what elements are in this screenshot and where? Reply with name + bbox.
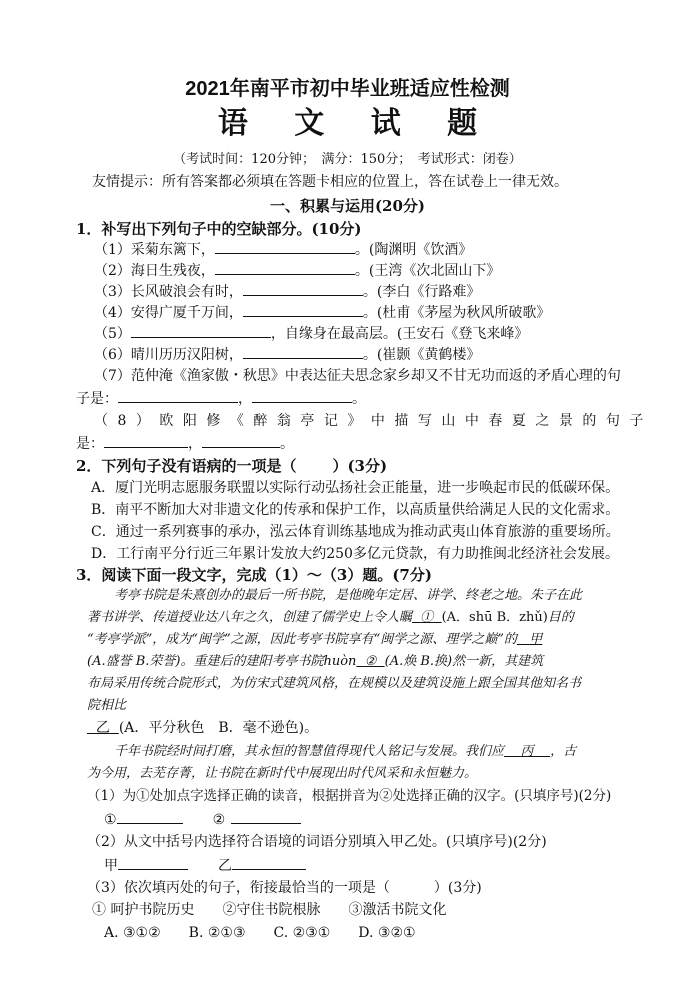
blank-2: ②: [364, 654, 377, 669]
terminator: 。: [352, 391, 366, 407]
answer-blank[interactable]: [118, 388, 238, 403]
section-title: 一、积累与运用(20分): [269, 197, 426, 215]
q1-item-7-line1: （7）范仲淹《渔家傲・秋思》中表达征夫思念家乡却又不甘无功而返的矛盾心理的句: [94, 368, 621, 384]
q2-score: ）(3分): [332, 457, 388, 475]
passage-text: ，古: [550, 744, 577, 759]
item-prefix: 海日生残夜，: [130, 263, 215, 279]
item-prefix: 是：: [76, 436, 104, 452]
answer-blank[interactable]: [243, 344, 363, 359]
blank-1: ①: [420, 610, 434, 625]
idiom-options: (A．平分秋色 B．毫不逊色)。: [118, 720, 319, 736]
separator: ，: [238, 391, 252, 407]
question-2-head: [76, 456, 387, 476]
item-suffix: 。(崔颢《黄鹤楼》: [362, 347, 481, 363]
answer-label: 甲: [104, 858, 118, 874]
answer-blank[interactable]: [104, 433, 188, 448]
answer-blank[interactable]: [252, 388, 352, 403]
passage-line-7: [87, 718, 318, 738]
passage-text: (A.盛誉 B.荣誉)。重建后的建阳考亭书院huòn: [87, 654, 357, 669]
item-prefix: 安得广厦千万间，: [130, 305, 243, 321]
q3-sub-3-score: ）(3分): [433, 880, 482, 896]
answer-blank[interactable]: [232, 855, 306, 870]
item-suffix: 。(王湾《次北固山下》: [354, 263, 501, 279]
passage-line-8: [114, 741, 576, 763]
q3-sub-3-items: ① 呵护书院历史 ②守住书院根脉 ③激活书院文化: [92, 902, 447, 918]
q1-item-1: [94, 239, 472, 260]
friendly-hint: 友情提示：所有答案都必须填在答题卡相应的位置上，答在试卷上一律无效。: [92, 174, 568, 190]
item-suffix: 。(李白《行路难》: [362, 284, 481, 300]
item-prefix: 采菊东篱下，: [130, 242, 215, 258]
item-number: （2）: [94, 263, 131, 279]
answer-label: 乙: [218, 858, 232, 874]
q3-sub-1: （1）为①处加点字选择正确的读音，根据拼音为②处选择正确的汉字。(只填序号)(2分): [87, 788, 612, 804]
passage-line-9: 为今用，去芜存菁，让书院在新时代中展现出时代风采和永恒魅力。: [87, 766, 478, 781]
q1-item-4: [94, 302, 550, 323]
item-number: （5）: [94, 326, 131, 342]
separator: ，: [188, 436, 202, 452]
pinyin-options: (A．shū B．zhǔ): [441, 610, 548, 625]
passage-line-5: 布局采用传统合院形式，为仿宋式建筑风格，在规模以及建筑设施上跟全国其他知名书: [87, 676, 582, 691]
q2-option-d: D．工行南平分行近三年累计发放大约250多亿元贷款，有力助推闽北经济社会发展。: [91, 546, 619, 562]
item-number: （3）: [94, 284, 131, 300]
passage-line-3: [87, 629, 542, 651]
blank-yi: 乙: [95, 720, 110, 736]
blank-bing: 丙: [520, 744, 534, 759]
q3-sub-2: （2）从文中括号内选择符合语境的词语分别填入甲乙处。(只填序号)(2分): [87, 834, 547, 850]
q3-sub-3: [87, 878, 482, 898]
item-suffix: 。(陶渊明《饮酒》: [354, 242, 473, 258]
passage-line-4: [87, 651, 543, 673]
question-3-head: 3．阅读下面一段文字，完成（1）～（3）题。(7分): [76, 566, 432, 584]
passage-line-1: 考亭书院是朱熹创办的最后一所书院，是他晚年定居、讲学、终老之地。朱子在此: [114, 588, 583, 603]
item-prefix: 晴川历历汉阳树，: [130, 347, 243, 363]
passage-text: 著书讲学、传道授业达八年之久，创建了儒学史上令人瞩: [87, 610, 413, 625]
passage-text: 目的: [547, 610, 574, 625]
q1-item-6: [94, 344, 480, 365]
blank-jia: 甲: [529, 632, 543, 647]
q2-option-a: A．厦门光明志愿服务联盟以实际行动弘扬社会正能量，进一步唤起市民的低碳环保。: [91, 480, 620, 496]
q3-sub-2-answers: [104, 855, 306, 876]
passage-line-2: [87, 607, 574, 629]
q1-item-3: [94, 281, 480, 302]
answer-blank[interactable]: [243, 281, 363, 296]
answer-label: ②: [212, 812, 226, 828]
answer-blank[interactable]: [117, 809, 183, 824]
q3-sub-1-answers: [104, 809, 301, 830]
passage-text: 千年书院经时间打磨，其永恒的智慧值得现代人铭记与发展。我们应: [114, 744, 505, 759]
exam-info: （考试时间：120分钟； 满分：150分； 考试形式：闭卷）: [173, 152, 522, 167]
q1-item-8-line1: （8）欧阳修《醉翁亭记》中描写山中春夏之景的句子: [94, 413, 653, 429]
passage-text: (A.焕 B.换)然一新，其建筑: [384, 654, 544, 669]
q1-item-5: [94, 323, 528, 344]
terminator: 。: [280, 436, 294, 452]
item-number: （4）: [94, 305, 131, 321]
answer-blank[interactable]: [202, 433, 280, 448]
q2-option-c: C．通过一系列赛事的承办，泓云体育训练基地成为推动武夷山体育旅游的重要场所。: [91, 524, 620, 540]
item-number: （1）: [94, 242, 131, 258]
passage-text: “考亭学派”，成为“闽学”之源，因此考亭书院享有“闽学之源、理学之巅”的: [87, 632, 517, 647]
answer-blank[interactable]: [131, 323, 271, 338]
exam-title: 2021年南平市初中毕业班适应性检测: [185, 78, 510, 100]
answer-blank[interactable]: [231, 809, 301, 824]
passage-line-6: 院相比: [87, 698, 127, 713]
subject-title: 语 文 试 题: [217, 106, 496, 141]
item-prefix: 长风破浪会有时，: [130, 284, 243, 300]
item-number: （6）: [94, 347, 131, 363]
q1-item-8-line2: [76, 433, 294, 454]
q1-item-7-line2: [76, 388, 366, 409]
item-prefix: 子是：: [76, 391, 118, 407]
answer-label: ①: [104, 812, 117, 828]
answer-blank[interactable]: [118, 855, 188, 870]
q2-option-b: B．南平不断加大对非遗文化的传承和保护工作，以高质量供给满足人民的文化需求。: [91, 502, 620, 518]
q2-head-text: 2．下列句子没有语病的一项是（: [76, 457, 297, 475]
q1-item-2: [94, 260, 500, 281]
q3-sub-3-choices: A. ③①② B. ②①③ C. ②③① D. ③②①: [104, 925, 416, 941]
q3-sub-3-text: （3）依次填丙处的句子，衔接最恰当的一项是（: [87, 880, 390, 896]
answer-blank[interactable]: [215, 260, 355, 275]
item-suffix: ，自缘身在最高层。(王安石《登飞来峰》: [270, 326, 529, 342]
answer-blank[interactable]: [215, 239, 355, 254]
item-suffix: 。(杜甫《茅屋为秋风所破歌》: [362, 305, 551, 321]
answer-blank[interactable]: [243, 302, 363, 317]
question-1-head: 1．补写出下列句子中的空缺部分。(10分): [76, 220, 362, 238]
